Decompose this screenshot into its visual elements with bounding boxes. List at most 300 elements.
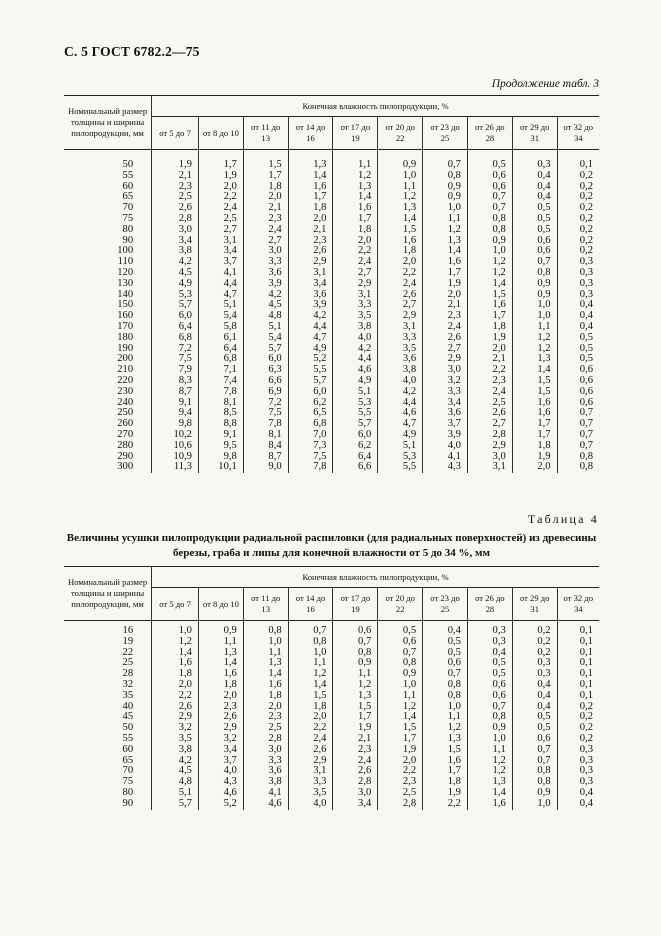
table3-size-cell: 280 <box>117 439 134 451</box>
table3-size-cell: 150 <box>117 299 134 311</box>
table3-value-cell: 0,8 <box>423 171 468 182</box>
table4-value-cell: 0,6 <box>378 637 423 648</box>
table3-value-cell: 1,7 <box>423 268 468 279</box>
table4-column-header: от 11 до 13 <box>243 588 288 621</box>
table4-value-cell: 1,0 <box>512 799 557 810</box>
table4-value-cell: 1,3 <box>198 648 243 659</box>
table3-value-cell: 1,0 <box>512 311 557 322</box>
table4-row <box>64 712 599 723</box>
table3-value-cell: 0,5 <box>467 160 512 171</box>
table4-value-cell: 0,3 <box>467 626 512 637</box>
table3-value-cell: 3,1 <box>288 268 333 279</box>
table3-value-cell: 2,6 <box>423 333 468 344</box>
table3-value-cell: 9,8 <box>152 419 199 430</box>
table3-value-cell: 2,7 <box>423 344 468 355</box>
table4-value-cell: 3,7 <box>198 756 243 767</box>
table4-row <box>64 756 599 767</box>
table3-value-cell: 1,4 <box>333 192 378 203</box>
table4-value-cell: 1,8 <box>152 669 199 680</box>
table3-size-cell: 55 <box>122 169 134 181</box>
table3-value-cell: 2,7 <box>467 419 512 430</box>
table4-value-cell: 2,0 <box>152 680 199 691</box>
table3-value-cell: 2,3 <box>467 376 512 387</box>
table4-value-cell: 0,5 <box>512 723 557 734</box>
table3-value-cell: 8,8 <box>198 419 243 430</box>
table4-value-cell: 1,4 <box>152 648 199 659</box>
table4-number: Таблица 4 <box>527 512 599 526</box>
table4-value-cell: 0,4 <box>512 691 557 702</box>
table4-title: Величины усушки пилопродукции радиальной распиловки (для радиальных поверхностей) из древесины березы, граба и липы для конечной влажности от 5 до 34 %, мм <box>66 532 597 559</box>
table3-size-cell: 100 <box>117 245 134 257</box>
table4-value-cell: 1,5 <box>378 723 423 734</box>
table4-value-cell: 0,8 <box>467 712 512 723</box>
table3-row <box>64 246 599 257</box>
table4-value-cell: 1,2 <box>467 756 512 767</box>
table3-value-cell: 1,4 <box>467 279 512 290</box>
table4-column-header: от 14 до 16 <box>288 588 333 621</box>
table3-value-cell: 5,8 <box>198 322 243 333</box>
table4-value-cell: 0,9 <box>378 669 423 680</box>
table3-value-cell: 1,3 <box>288 160 333 171</box>
table4-size-cell: 90 <box>122 797 134 809</box>
table4-value-cell: 0,8 <box>243 626 288 637</box>
table4-row <box>64 669 599 680</box>
table3-value-cell: 4,0 <box>423 441 468 452</box>
table3-value-cell: 0,6 <box>512 236 557 247</box>
table4-value-cell: 1,9 <box>378 745 423 756</box>
table3-size-cell: 60 <box>122 180 134 192</box>
table4-value-cell: 2,0 <box>243 702 288 713</box>
table3-value-cell: 0,6 <box>512 246 557 257</box>
table3-value-cell: 1,0 <box>467 246 512 257</box>
table4-row <box>64 777 599 788</box>
table3-value-cell: 1,2 <box>423 225 468 236</box>
table4-row <box>64 691 599 702</box>
table3-value-cell: 1,1 <box>423 214 468 225</box>
table3-value-cell: 2,2 <box>333 246 378 257</box>
table4-value-cell: 2,4 <box>288 734 333 745</box>
table3-value-cell: 8,4 <box>243 441 288 452</box>
table3-size-cell: 270 <box>117 428 134 440</box>
table4-value-cell: 0,5 <box>467 658 512 669</box>
table3-value-cell: 2,2 <box>198 192 243 203</box>
table4-value-cell: 0,6 <box>423 658 468 669</box>
table3-value-cell: 2,6 <box>378 290 423 301</box>
table3-row <box>64 441 599 452</box>
table3-value-cell: 6,4 <box>198 344 243 355</box>
table4-value-cell: 2,3 <box>378 777 423 788</box>
table3-row <box>64 376 599 387</box>
table3-row <box>64 257 599 268</box>
table3-value-cell: 4,0 <box>333 333 378 344</box>
table3-value-cell: 4,9 <box>288 344 333 355</box>
table3-value-cell: 2,5 <box>467 398 512 409</box>
table4-column-header: от 26 до 28 <box>467 588 512 621</box>
table3-value-cell: 2,8 <box>467 430 512 441</box>
table4-value-cell: 3,0 <box>333 788 378 799</box>
table3-value-cell: 7,8 <box>288 462 333 473</box>
table3-value-cell: 4,2 <box>152 257 199 268</box>
table4-value-cell: 1,1 <box>288 658 333 669</box>
table3-value-cell: 5,5 <box>288 365 333 376</box>
table4-value-cell: 3,8 <box>152 745 199 756</box>
table3-value-cell: 0,4 <box>557 300 599 311</box>
table4-value-cell: 3,0 <box>243 745 288 756</box>
table4-value-cell: 0,7 <box>288 626 333 637</box>
table4-value-cell: 0,1 <box>557 658 599 669</box>
table3-value-cell: 1,7 <box>288 192 333 203</box>
table3-value-cell: 3,4 <box>288 279 333 290</box>
table4-value-cell: 3,3 <box>288 777 333 788</box>
table3-value-cell: 1,8 <box>333 225 378 236</box>
table4-value-cell: 0,2 <box>557 734 599 745</box>
table4-value-cell: 2,8 <box>243 734 288 745</box>
table3-value-cell: 1,5 <box>512 387 557 398</box>
table4-value-cell: 1,0 <box>423 702 468 713</box>
table4 <box>64 566 599 810</box>
table3-value-cell: 4,3 <box>423 462 468 473</box>
table3-row <box>64 419 599 430</box>
table3-size-cell: 210 <box>117 364 134 376</box>
table3-column-header: от 14 до 16 <box>288 117 333 150</box>
table3-value-cell: 1,5 <box>378 225 423 236</box>
table4-value-cell: 0,1 <box>557 626 599 637</box>
table3-value-cell: 5,1 <box>378 441 423 452</box>
table3-value-cell: 3,6 <box>378 354 423 365</box>
table3-row <box>64 171 599 182</box>
table4-row <box>64 658 599 669</box>
table4-value-cell: 2,5 <box>243 723 288 734</box>
table4-value-cell: 0,8 <box>288 637 333 648</box>
table3-column-header: от 20 до 22 <box>378 117 423 150</box>
table3-value-cell: 2,0 <box>333 236 378 247</box>
table4-value-cell: 1,6 <box>198 669 243 680</box>
table3-value-cell: 1,5 <box>243 160 288 171</box>
table4-value-cell: 2,8 <box>333 777 378 788</box>
table4-column-header: от 23 до 25 <box>423 588 468 621</box>
table4-value-cell: 0,6 <box>467 680 512 691</box>
table4-value-cell: 0,7 <box>512 756 557 767</box>
table4-value-cell: 4,0 <box>288 799 333 810</box>
table3-value-cell: 5,2 <box>288 354 333 365</box>
table3-value-cell: 2,8 <box>152 214 199 225</box>
table3-value-cell: 1,0 <box>512 300 557 311</box>
table4-value-cell: 3,2 <box>198 734 243 745</box>
table4-value-cell: 2,2 <box>378 766 423 777</box>
table3-value-cell: 3,0 <box>423 365 468 376</box>
table3-value-cell: 4,8 <box>243 311 288 322</box>
table4-value-cell: 1,0 <box>152 626 199 637</box>
table3-value-cell: 6,3 <box>243 365 288 376</box>
table3-column-header: от 5 до 7 <box>152 117 199 150</box>
table3-value-cell: 0,9 <box>378 160 423 171</box>
table3-value-cell: 2,9 <box>333 279 378 290</box>
table4-value-cell: 1,2 <box>288 669 333 680</box>
table4-value-cell: 0,1 <box>557 691 599 702</box>
table3-value-cell: 4,6 <box>378 408 423 419</box>
table4-value-cell: 4,2 <box>152 756 199 767</box>
table3-continuation-label: Продолжение табл. 3 <box>491 78 599 90</box>
table3-value-cell: 5,5 <box>333 408 378 419</box>
table3-size-cell: 140 <box>117 288 134 300</box>
table3-value-cell: 2,6 <box>467 408 512 419</box>
table3-row <box>64 300 599 311</box>
table4-value-cell: 0,4 <box>512 702 557 713</box>
table4-value-cell: 0,8 <box>423 691 468 702</box>
table4-value-cell: 0,2 <box>512 626 557 637</box>
table3-value-cell: 1,8 <box>467 322 512 333</box>
table4-value-cell: 0,6 <box>333 626 378 637</box>
table3-value-cell: 2,1 <box>288 225 333 236</box>
table3-size-cell: 180 <box>117 331 134 343</box>
table4-value-cell: 1,0 <box>378 680 423 691</box>
table3-value-cell: 4,2 <box>333 344 378 355</box>
table3-value-cell: 3,1 <box>198 236 243 247</box>
table3-row <box>64 290 599 301</box>
table3-value-cell: 2,1 <box>243 203 288 214</box>
table3-value-cell: 0,9 <box>423 182 468 193</box>
table3-value-cell: 0,7 <box>423 160 468 171</box>
table3-value-cell: 0,5 <box>512 225 557 236</box>
table3-value-cell: 1,8 <box>512 441 557 452</box>
table3-value-cell: 4,4 <box>333 354 378 365</box>
table3-value-cell: 5,3 <box>333 398 378 409</box>
table3-value-cell: 1,4 <box>512 365 557 376</box>
table4-value-cell: 0,5 <box>512 712 557 723</box>
table3-value-cell: 8,3 <box>152 376 199 387</box>
table3-column-header: от 32 до 34 <box>557 117 599 150</box>
table4-value-cell: 2,4 <box>333 756 378 767</box>
table3-value-cell: 3,8 <box>333 322 378 333</box>
table4-value-cell: 5,7 <box>152 799 199 810</box>
table3-value-cell: 9,0 <box>243 462 288 473</box>
table3-value-cell: 0,6 <box>557 398 599 409</box>
table3-value-cell: 0,6 <box>557 365 599 376</box>
table4-value-cell: 0,1 <box>557 648 599 659</box>
table3-value-cell: 2,0 <box>243 192 288 203</box>
table4-value-cell: 1,4 <box>198 658 243 669</box>
table4-value-cell: 1,6 <box>152 658 199 669</box>
table3-value-cell: 2,7 <box>243 236 288 247</box>
table4-value-cell: 1,7 <box>378 734 423 745</box>
table3-size-cell: 230 <box>117 385 134 397</box>
table3-row <box>64 344 599 355</box>
table4-value-cell: 1,4 <box>378 712 423 723</box>
table3-value-cell: 5,4 <box>243 333 288 344</box>
table3-value-cell: 4,1 <box>423 452 468 463</box>
table3-size-cell: 300 <box>117 461 134 473</box>
table3-value-cell: 0,5 <box>512 203 557 214</box>
table3-value-cell: 0,4 <box>557 311 599 322</box>
table3-value-cell: 0,5 <box>557 344 599 355</box>
table3-row <box>64 365 599 376</box>
table3-value-cell: 0,3 <box>557 257 599 268</box>
table4-value-cell: 3,4 <box>198 745 243 756</box>
table3-value-cell: 1,7 <box>467 311 512 322</box>
table3-value-cell: 9,8 <box>198 452 243 463</box>
table4-value-cell: 3,5 <box>152 734 199 745</box>
table3-value-cell: 6,0 <box>333 430 378 441</box>
table3-row <box>64 387 599 398</box>
table3-value-cell: 1,7 <box>512 419 557 430</box>
table3-size-cell: 70 <box>122 202 134 214</box>
table3-value-cell: 2,3 <box>423 311 468 322</box>
table4-value-cell: 4,3 <box>198 777 243 788</box>
table3-value-cell: 8,5 <box>198 408 243 419</box>
table4-size-cell: 50 <box>122 722 134 734</box>
table3-row <box>64 214 599 225</box>
table3-column-header: от 26 до 28 <box>467 117 512 150</box>
table3-value-cell: 2,0 <box>198 182 243 193</box>
table3-value-cell: 0,3 <box>557 279 599 290</box>
table3-value-cell: 11,3 <box>152 462 199 473</box>
table4-size-cell: 75 <box>122 776 134 788</box>
table3-value-cell: 0,7 <box>467 203 512 214</box>
table4-value-cell: 4,1 <box>243 788 288 799</box>
table4-value-cell: 1,5 <box>288 691 333 702</box>
table3-value-cell: 3,3 <box>378 333 423 344</box>
table3-value-cell: 1,8 <box>378 246 423 257</box>
table3-value-cell: 10,2 <box>152 430 199 441</box>
table3-value-cell: 6,0 <box>243 354 288 365</box>
table4-value-cell: 4,8 <box>152 777 199 788</box>
table3-value-cell: 0,7 <box>557 408 599 419</box>
table4-value-cell: 0,7 <box>333 637 378 648</box>
page-header: С. 5 ГОСТ 6782.2—75 <box>64 44 200 59</box>
table3-value-cell: 1,6 <box>333 203 378 214</box>
table3-value-cell: 8,1 <box>198 398 243 409</box>
table4-value-cell: 1,0 <box>467 734 512 745</box>
table4-column-header: от 32 до 34 <box>557 588 599 621</box>
table3-value-cell: 0,8 <box>512 268 557 279</box>
table4-size-cell: 32 <box>122 678 134 690</box>
table3-row <box>64 333 599 344</box>
table3-value-cell: 1,3 <box>378 203 423 214</box>
table3-row <box>64 268 599 279</box>
table3-value-cell: 2,2 <box>378 268 423 279</box>
table4-value-cell: 0,4 <box>557 788 599 799</box>
table3-value-cell: 1,7 <box>243 171 288 182</box>
table3-value-cell: 2,5 <box>152 192 199 203</box>
table3-row <box>64 311 599 322</box>
table3-size-cell: 250 <box>117 407 134 419</box>
table4-row <box>64 799 599 810</box>
table3-column-header: от 11 до 13 <box>243 117 288 150</box>
table4-value-cell: 1,3 <box>467 777 512 788</box>
table4-value-cell: 3,3 <box>243 756 288 767</box>
table4-row <box>64 745 599 756</box>
table3-size-cell: 290 <box>117 450 134 462</box>
table3-value-cell: 1,9 <box>512 452 557 463</box>
table4-value-cell: 0,1 <box>557 669 599 680</box>
table3-row <box>64 430 599 441</box>
table4-value-cell: 0,8 <box>378 658 423 669</box>
table4-row <box>64 626 599 637</box>
table4-value-cell: 0,3 <box>557 745 599 756</box>
table4-value-cell: 2,6 <box>333 766 378 777</box>
table3-value-cell: 0,7 <box>512 257 557 268</box>
table3-value-cell: 3,8 <box>378 365 423 376</box>
table3-size-cell: 110 <box>117 256 134 268</box>
table3-size-cell: 240 <box>117 396 134 408</box>
table3-value-cell: 8,1 <box>243 430 288 441</box>
table3-column-header: от 29 до 31 <box>512 117 557 150</box>
table3-column-header: от 23 до 25 <box>423 117 468 150</box>
table4-value-cell: 0,1 <box>557 637 599 648</box>
table3-value-cell: 7,4 <box>198 376 243 387</box>
table3-size-cell: 75 <box>122 212 134 224</box>
table4-size-cell: 35 <box>122 689 134 701</box>
table3-value-cell: 4,5 <box>243 300 288 311</box>
table3-value-cell: 7,2 <box>243 398 288 409</box>
table3-value-cell: 2,7 <box>333 268 378 279</box>
table3-value-cell: 5,1 <box>333 387 378 398</box>
table3-value-cell: 7,3 <box>288 441 333 452</box>
table3-value-cell: 1,7 <box>512 430 557 441</box>
table4-value-cell: 1,1 <box>243 648 288 659</box>
table4-super-header: Конечная влажность пилопродукции, % <box>152 567 599 588</box>
table4-value-cell: 3,2 <box>152 723 199 734</box>
table4-size-cell: 65 <box>122 754 134 766</box>
table3-value-cell: 1,6 <box>512 408 557 419</box>
table3-value-cell: 0,5 <box>512 214 557 225</box>
table3-value-cell: 0,7 <box>557 430 599 441</box>
table3-value-cell: 0,7 <box>557 419 599 430</box>
table4-value-cell: 0,7 <box>378 648 423 659</box>
table3-value-cell: 1,1 <box>378 182 423 193</box>
table3-value-cell: 2,4 <box>378 279 423 290</box>
table4-value-cell: 5,1 <box>152 788 199 799</box>
table4-value-cell: 3,1 <box>288 766 333 777</box>
table4-size-cell: 45 <box>122 711 134 723</box>
table3-value-cell: 2,4 <box>333 257 378 268</box>
table4-value-cell: 0,6 <box>512 734 557 745</box>
table3-value-cell: 4,4 <box>288 322 333 333</box>
table3-column-header: от 8 до 10 <box>198 117 243 150</box>
table4-value-cell: 0,4 <box>557 799 599 810</box>
table3-value-cell: 4,4 <box>198 279 243 290</box>
table3-value-cell: 3,6 <box>288 290 333 301</box>
table3-value-cell: 1,9 <box>198 171 243 182</box>
table3-value-cell: 1,2 <box>467 257 512 268</box>
table4-value-cell: 1,0 <box>243 637 288 648</box>
table3-value-cell: 0,3 <box>512 160 557 171</box>
table3-value-cell: 0,9 <box>423 192 468 203</box>
table3-value-cell: 2,3 <box>152 182 199 193</box>
table4-value-cell: 1,1 <box>198 637 243 648</box>
table3-row <box>64 398 599 409</box>
table4-value-cell: 1,7 <box>333 712 378 723</box>
table4-column-header: от 8 до 10 <box>198 588 243 621</box>
table4-row <box>64 637 599 648</box>
table3-value-cell: 1,4 <box>423 246 468 257</box>
table4-value-cell: 1,5 <box>333 702 378 713</box>
table3-size-cell: 50 <box>122 159 134 170</box>
table3-value-cell: 5,5 <box>378 462 423 473</box>
table3-value-cell: 1,5 <box>512 376 557 387</box>
table3-value-cell: 2,1 <box>423 300 468 311</box>
table3-value-cell: 0,3 <box>557 290 599 301</box>
table3-value-cell: 2,9 <box>423 354 468 365</box>
table3-size-cell: 80 <box>122 223 134 235</box>
table3-value-cell: 10,1 <box>198 462 243 473</box>
table3-value-cell: 3,4 <box>423 398 468 409</box>
table4-value-cell: 2,2 <box>152 691 199 702</box>
table3-value-cell: 2,0 <box>288 214 333 225</box>
table4-value-cell: 0,8 <box>333 648 378 659</box>
table3-value-cell: 6,8 <box>288 419 333 430</box>
table3 <box>64 95 599 473</box>
